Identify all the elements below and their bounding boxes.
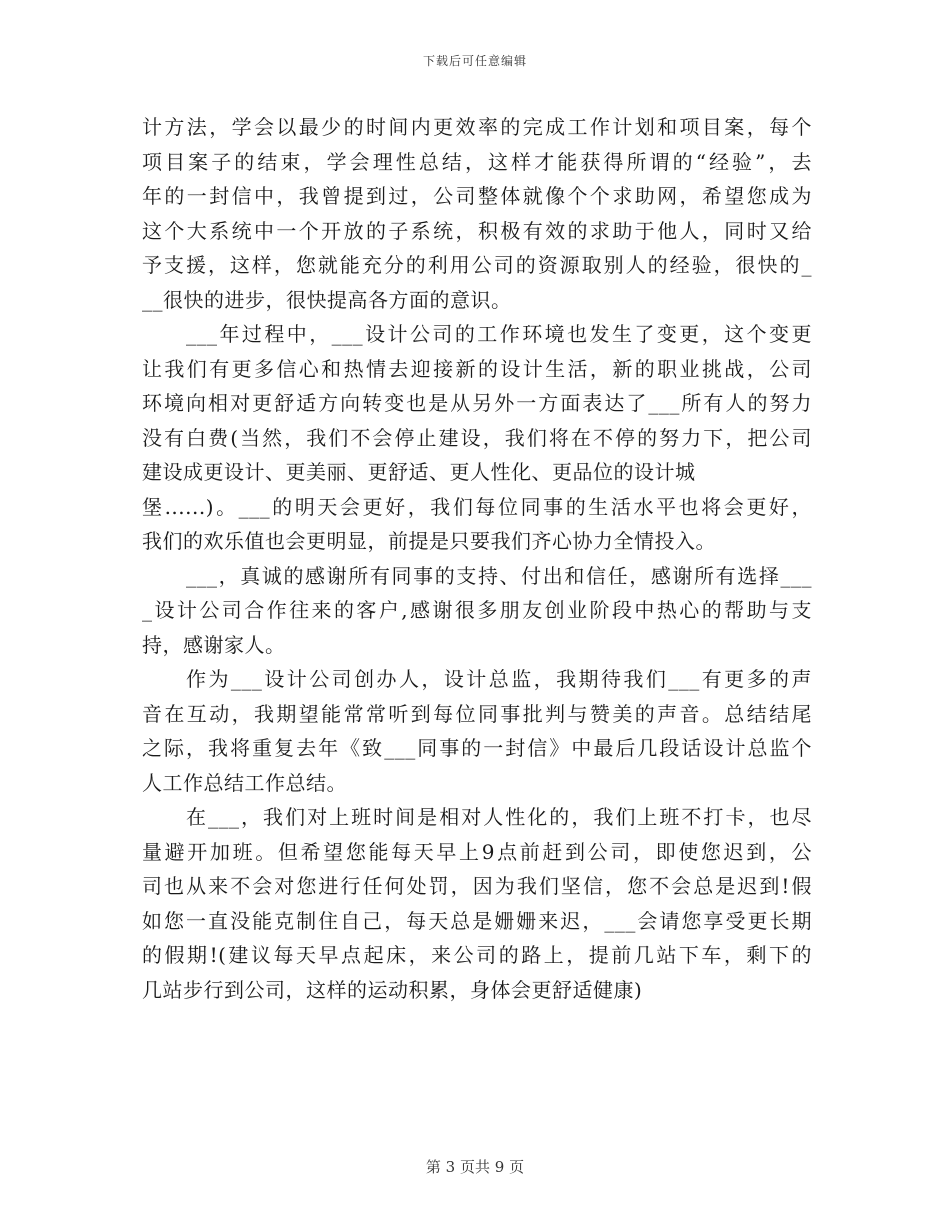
text-line-content: 没有白费(当然，我们不会停止建设，我们将在不停的努力下，把公司: [142, 425, 812, 450]
text-line-content: 音在互动，我期望能常常听到每位同事批判与赞美的声音。总结结尾: [142, 701, 812, 726]
text-line: [142, 110, 812, 145]
page-footer: 第 3 页共 9 页: [425, 1158, 525, 1176]
text-line-content: 几站步行到公司，这样的运动积累，身体会更舒适健康): [142, 977, 643, 1002]
text-line-content: 人工作总结工作总结。: [142, 770, 347, 795]
text-line: [142, 248, 812, 283]
text-line: [142, 352, 812, 387]
text-line: [142, 766, 812, 801]
text-line: [142, 455, 812, 490]
text-line: [142, 628, 812, 663]
text-line: [142, 593, 812, 628]
text-line: [142, 973, 812, 1008]
text-line: [142, 697, 812, 732]
text-line: [142, 283, 812, 318]
text-line-content: 计方法，学会以最少的时间内更效率的完成工作计划和项目案，每个: [142, 115, 812, 139]
text-line: [142, 490, 812, 525]
text-line: [142, 835, 812, 870]
text-line-content: 持，感谢家人。: [142, 632, 286, 657]
document-body: [142, 110, 812, 1007]
text-line-content: 之际，我将重复去年《致___同事的一封信》中最后几段话设计总监个: [142, 736, 812, 760]
text-line-content: 让我们有更多信心和热情去迎接新的设计生活，新的职业挑战，公司: [142, 356, 812, 381]
text-line: [142, 938, 812, 973]
text-line: [142, 869, 812, 904]
text-line: [142, 524, 812, 559]
text-line: [142, 731, 812, 766]
page-header: 下载后可任意编辑: [422, 54, 527, 68]
text-line-content: _设计公司合作往来的客户,感谢很多朋友创业阶段中热心的帮助与支: [142, 598, 812, 622]
text-line-content: 作为___设计公司创办人，设计总监，我期待我们___有更多的声: [186, 667, 812, 691]
text-line: [142, 179, 812, 214]
text-line-content: ___年过程中，___设计公司的工作环境也发生了变更，这个变更: [186, 322, 812, 346]
text-line-content: 的假期!(建议每天早点起床，来公司的路上，提前几站下车，剩下的: [142, 943, 812, 967]
text-line: [142, 317, 812, 352]
text-line: [142, 559, 812, 594]
text-line-content: 建设成更设计、更美丽、更舒适、更人性化、更品位的设计城: [142, 460, 696, 484]
text-line-content: 司也从来不会对您进行任何处罚，因为我们坚信，您不会总是迟到!假: [142, 874, 812, 898]
text-line-content: 我们的欢乐值也会更明显，前提是只要我们齐心协力全情投入。: [142, 529, 716, 553]
text-line: [142, 145, 812, 180]
text-line-content: 环境向相对更舒适方向转变也是从另外一方面表达了___所有人的努力: [142, 391, 812, 415]
text-line-content: 如您一直没能克制住自己，每天总是姗姗来迟，___会请您享受更长期: [142, 908, 812, 933]
text-line: [142, 662, 812, 697]
text-line-content: 项目案子的结束，学会理性总结，这样才能获得所谓的“经验”，去: [142, 149, 812, 174]
text-line: [142, 386, 812, 421]
text-line-content: __很快的进步，很快提高各方面的意识。: [142, 287, 512, 312]
text-line: [142, 800, 812, 835]
text-line-content: ___，真诚的感谢所有同事的支持、付出和信任，感谢所有选择___: [186, 563, 812, 588]
text-line-content: 这个大系统中一个开放的子系统，积极有效的求助于他人，同时又给: [142, 218, 812, 243]
text-line-content: 量避开加班。但希望您能每天早上9点前赶到公司，即使您迟到，公: [142, 839, 812, 864]
text-line: [142, 904, 812, 939]
text-line-content: 在___，我们对上班时间是相对人性化的，我们上班不打卡，也尽: [186, 805, 812, 829]
text-line: [142, 421, 812, 456]
text-line-content: 年的一封信中，我曾提到过，公司整体就像个个求助网，希望您成为: [142, 184, 812, 208]
text-line-content: 予支援，这样，您就能充分的利用公司的资源取别人的经验，很快的_: [142, 253, 812, 277]
text-line: [142, 214, 812, 249]
text-line-content: 堡......)。___的明天会更好，我们每位同事的生活水平也将会更好，: [142, 494, 812, 519]
